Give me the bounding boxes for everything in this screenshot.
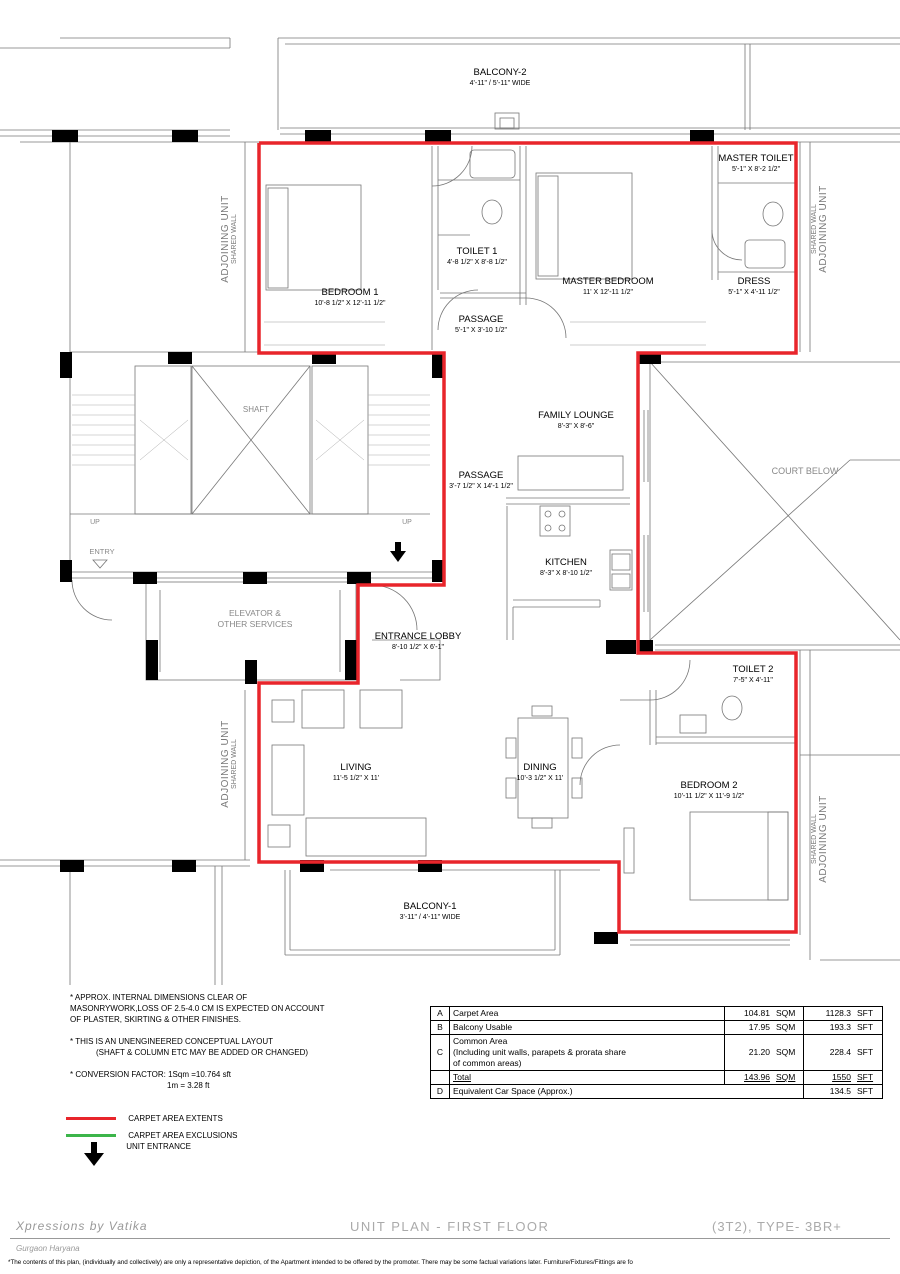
adjoining-unit-text: ADJOINING UNIT [818, 185, 829, 273]
room-dimension: 10'-8 1/2" X 12'-11 1/2" [314, 300, 386, 307]
room-label-kitchen [526, 557, 606, 579]
row-key: B [431, 1021, 450, 1035]
sqm-value: 21.20 [725, 1035, 774, 1071]
row-key [431, 1071, 450, 1085]
room-dimension: 5'-1" X 4'-11 1/2" [728, 289, 780, 296]
room-label-master-toilet [706, 153, 806, 175]
room-name: TOILET 2 [732, 664, 774, 675]
note-line: * APPROX. INTERNAL DIMENSIONS CLEAR OF [70, 993, 248, 1002]
room-dimension: 3'-11" / 4'-11" WIDE [399, 914, 461, 921]
shared-wall-text: SHARED WALL [231, 739, 238, 789]
room-dimension: 5'-1" X 3'-10 1/2" [454, 327, 507, 334]
sft-unit: SFT [854, 1085, 883, 1099]
room-name: KITCHEN [545, 557, 587, 568]
table-row [431, 1071, 883, 1085]
table-row [431, 1021, 883, 1035]
room-label-dress [714, 276, 794, 298]
plan-title: UNIT PLAN - FIRST FLOOR [350, 1219, 550, 1234]
row-label: Equivalent Car Space (Approx.) [450, 1085, 804, 1099]
sft-value: 193.3 [804, 1021, 855, 1035]
room-name: BEDROOM 2 [680, 780, 738, 791]
sqm-unit: SQM [773, 1007, 804, 1021]
note-line: * CONVERSION FACTOR: 1Sqm =10.764 sft [70, 1070, 232, 1079]
room-dimension: 3'-7 1/2" X 14'-1 1/2" [449, 483, 513, 490]
room-name: BEDROOM 1 [321, 287, 379, 298]
note-line: * THIS IS AN UNENGINEERED CONCEPTUAL LAYOUT [70, 1037, 274, 1046]
unit-type: (3T2), TYPE- 3BR+ [712, 1219, 842, 1234]
note-line: 1m = 3.28 ft [167, 1081, 210, 1090]
note-line: OF PLASTER, SKIRTING & OTHER FINISHES. [70, 1015, 241, 1024]
stair-up-label-left: UP [90, 519, 100, 526]
sqm-unit: SQM [773, 1035, 804, 1071]
location: Gurgaon Haryana [16, 1244, 80, 1253]
adjoining-unit-text: ADJOINING UNIT [220, 195, 231, 283]
legend-carpet-exclusions [66, 1131, 237, 1140]
room-name: TOILET 1 [456, 246, 498, 257]
room-name: LIVING [340, 762, 372, 773]
room-dimension: 10'-3 1/2" X 11' [516, 775, 564, 782]
room-label-passage-2 [436, 470, 526, 492]
room-label-passage-1 [436, 314, 526, 336]
legend-carpet-extents [66, 1114, 223, 1123]
shared-wall-text: SHARED WALL [811, 814, 818, 864]
room-label-family-lounge [526, 410, 626, 432]
legend-unit-entrance [84, 1142, 191, 1168]
room-label-entrance-lobby [370, 631, 466, 653]
room-name: ENTRANCE LOBBY [374, 631, 462, 642]
room-label-balcony-2 [440, 67, 560, 89]
court-below-label: COURT BELOW [771, 466, 839, 476]
sqm-unit: SQM [773, 1071, 804, 1085]
sft-unit: SFT [854, 1035, 883, 1071]
row-label: Balcony Usable [450, 1021, 725, 1035]
note-line: MASONRYWORK,LOSS OF 2.5-4.0 CM IS EXPECTED ON ACCOUNT [70, 1004, 325, 1013]
legend-label: CARPET AREA EXCLUSIONS [128, 1131, 238, 1140]
room-name: PASSAGE [458, 314, 504, 325]
sqm-value: 143.96 [725, 1071, 774, 1085]
elevator-label [200, 608, 310, 630]
row-label-line: Common Area [453, 1036, 508, 1046]
table-row [431, 1007, 883, 1021]
adjoining-unit-label-top-right [811, 169, 829, 289]
row-label-line: (Including unit walls, parapets & prorata share [453, 1047, 626, 1057]
adjoining-unit-label-bottom-right [811, 779, 829, 899]
sft-value: 228.4 [804, 1035, 855, 1071]
footer-divider [10, 1238, 890, 1239]
area-statement-table [430, 1006, 883, 1099]
table-row [431, 1035, 883, 1071]
row-label: Carpet Area [450, 1007, 725, 1021]
entry-label: ENTRY [89, 547, 115, 556]
row-key: C [431, 1035, 450, 1071]
row-label: Total [450, 1071, 725, 1085]
room-label-bedroom-2 [654, 780, 764, 802]
room-dimension: 5'-1" X 8'-2 1/2" [731, 166, 781, 173]
disclaimer: *The contents of this plan, (individually and collectively) are only a representative depiction, of the Apartment intended to be offered by the promoter. There may be some factual variations later. Furniture/Fixtures/Fittings are fo [8, 1259, 633, 1266]
room-label-living [316, 762, 396, 784]
adjoining-unit-text: ADJOINING UNIT [220, 720, 231, 808]
shared-wall-text: SHARED WALL [811, 204, 818, 254]
sft-unit: SFT [854, 1071, 883, 1085]
brand-name: Xpressions by Vatika [16, 1219, 148, 1233]
sft-value: 1550 [804, 1071, 855, 1085]
room-name: DINING [523, 762, 557, 773]
legend-label: UNIT ENTRANCE [126, 1142, 191, 1152]
row-key: A [431, 1007, 450, 1021]
shaft-label: SHAFT [242, 405, 270, 414]
room-label-toilet-2 [715, 664, 791, 686]
room-label-balcony-1 [370, 901, 490, 923]
note-line: (SHAFT & COLUMN ETC MAY BE ADDED OR CHANGED) [96, 1048, 309, 1057]
room-dimension: 11'-5 1/2" X 11' [332, 775, 380, 782]
room-dimension: 8'-10 1/2" X 6'-1" [391, 644, 444, 651]
sqm-value: 104.81 [725, 1007, 774, 1021]
room-name: MASTER TOILET [718, 153, 794, 164]
room-dimension: 10'-11 1/2" X 11'-9 1/2" [673, 793, 745, 800]
adjoining-unit-text: ADJOINING UNIT [818, 795, 829, 883]
elevator-label-line-2: OTHER SERVICES [217, 619, 293, 629]
entrance-arrow-icon [84, 1142, 104, 1168]
sft-value: 134.5 [804, 1085, 855, 1099]
sqm-value: 17.95 [725, 1021, 774, 1035]
room-label-dining [500, 762, 580, 784]
sft-value: 1128.3 [804, 1007, 855, 1021]
sft-unit: SFT [854, 1021, 883, 1035]
room-dimension: 11' X 12'-11 1/2" [582, 289, 634, 296]
room-dimension: 8'-3" X 8'-6" [557, 423, 595, 430]
green-line-swatch [66, 1134, 116, 1137]
shared-wall-text: SHARED WALL [231, 214, 238, 264]
stair-up-label-right: UP [402, 519, 412, 526]
adjoining-unit-label-top-left [220, 179, 238, 299]
sqm-unit: SQM [773, 1021, 804, 1035]
room-name: BALCONY-1 [403, 901, 457, 912]
table-row [431, 1085, 883, 1099]
legend-label: CARPET AREA EXTENTS [128, 1114, 223, 1123]
room-label-toilet-1 [432, 246, 522, 268]
room-name: MASTER BEDROOM [562, 276, 654, 287]
adjoining-unit-label-bottom-left [220, 704, 238, 824]
room-dimension: 7'-5" X 4'-11" [733, 677, 773, 684]
room-name: FAMILY LOUNGE [538, 410, 614, 421]
plan-notes [70, 992, 370, 1102]
row-key: D [431, 1085, 450, 1099]
sft-unit: SFT [854, 1007, 883, 1021]
row-label [450, 1035, 725, 1071]
room-dimension: 4'-11" / 5'-11" WIDE [469, 80, 531, 87]
row-label-line: of common areas) [453, 1058, 522, 1068]
room-dimension: 8'-3" X 8'-10 1/2" [539, 570, 592, 577]
room-name: DRESS [737, 276, 771, 287]
elevator-label-line-1: ELEVATOR & [229, 608, 281, 618]
room-label-bedroom-1 [295, 287, 405, 309]
room-name: BALCONY-2 [473, 67, 527, 78]
room-label-master-bedroom [553, 276, 663, 298]
red-line-swatch [66, 1117, 116, 1120]
room-dimension: 4'-8 1/2" X 8'-8 1/2" [447, 259, 507, 266]
room-name: PASSAGE [458, 470, 504, 481]
